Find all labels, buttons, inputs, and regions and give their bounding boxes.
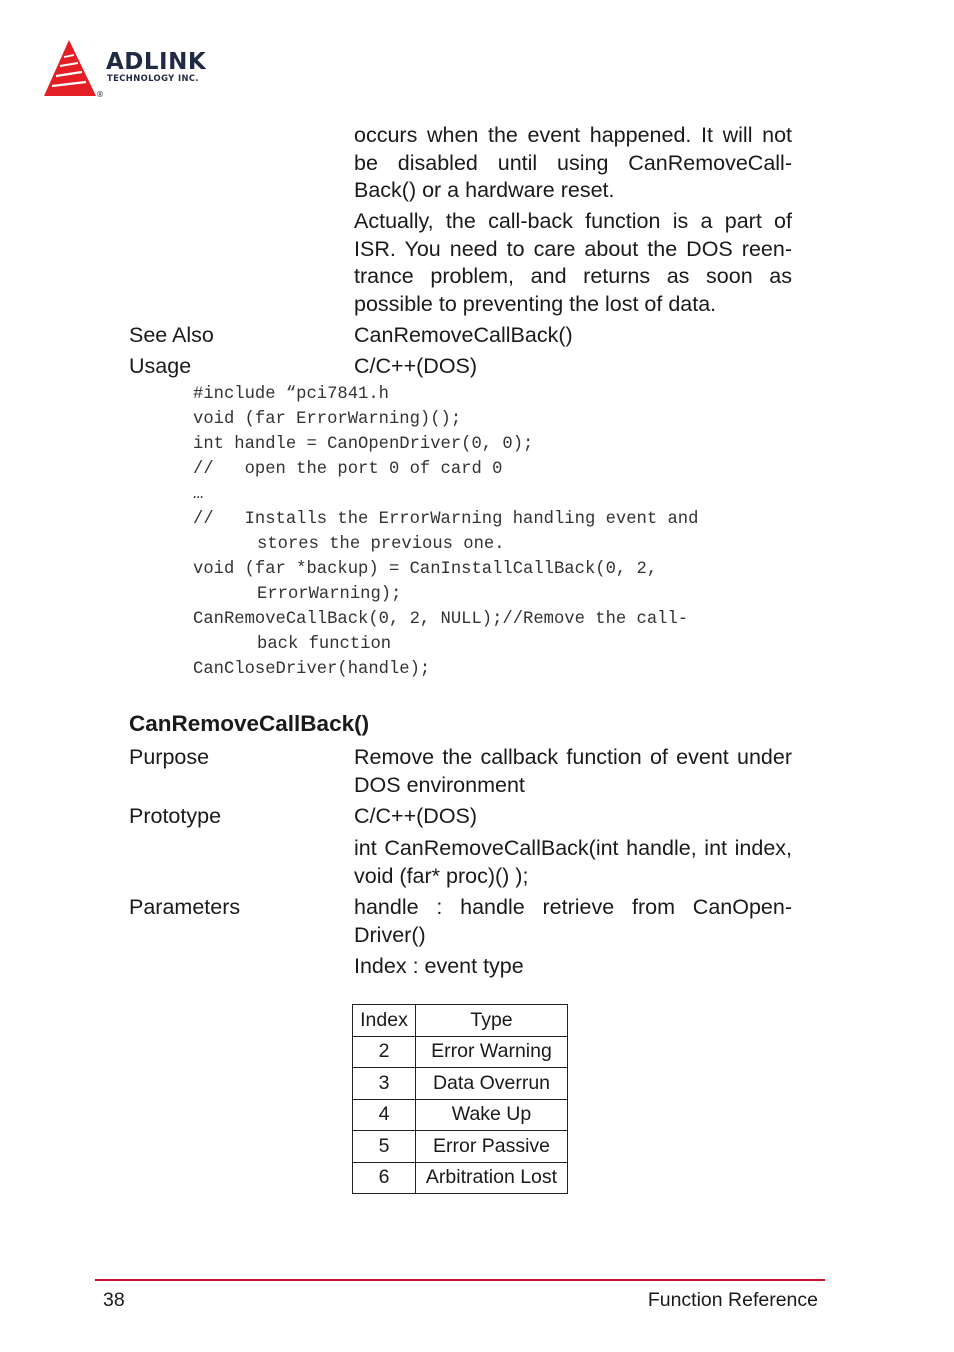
event-type-table: [352, 1004, 568, 1194]
section-title: CanRemoveCallBack(): [129, 711, 370, 736]
table-cell-index: 5: [353, 1131, 416, 1163]
table-cell-index: 6: [353, 1162, 416, 1194]
code-line: void (far ErrorWarning)();: [193, 410, 462, 429]
prototype-signature: int CanRemoveCallBack(int handle, int index, void (far* proc)() );: [354, 836, 792, 888]
description-paragraph-2: Actually, the call-back function is a part of ISR. You need to care about the DOS reen-trance problem, and returns as soon as possible to preventing the lost of data.: [354, 209, 792, 316]
table-cell-index: 3: [353, 1068, 416, 1100]
code-line: void (far *backup) = CanInstallCallBack(0, 2,: [193, 560, 658, 579]
table-row: [353, 1131, 568, 1163]
usage-label: Usage: [129, 354, 192, 378]
code-line: int handle = CanOpenDriver(0, 0);: [193, 435, 534, 454]
see-also-label: See Also: [129, 323, 214, 347]
code-line: // Installs the ErrorWarning handling event and: [193, 510, 699, 529]
company-logo: [42, 38, 242, 100]
code-line: // open the port 0 of card 0: [193, 460, 503, 479]
table-header-type: Type: [416, 1005, 568, 1037]
purpose-text: Remove the callback function of event under DOS environment: [354, 745, 792, 797]
table-row: [353, 1099, 568, 1131]
table-cell-type: Data Overrun: [416, 1068, 568, 1100]
adlink-triangle-icon: [42, 38, 102, 100]
prototype-language: C/C++(DOS): [354, 804, 478, 828]
code-line: #include “pci7841.h: [193, 385, 389, 404]
logo-subtitle: TECHNOLOGY INC.: [107, 73, 199, 83]
footer-section-name: Function Reference: [647, 1289, 818, 1311]
code-line: CanCloseDriver(handle);: [193, 660, 431, 679]
parameters-label: Parameters: [129, 895, 241, 919]
prototype-label: Prototype: [129, 804, 222, 828]
table-cell-index: 4: [353, 1099, 416, 1131]
table-row: [353, 1068, 568, 1100]
table-cell-type: Error Warning: [416, 1036, 568, 1068]
page-number: 38: [103, 1289, 125, 1311]
code-line: ErrorWarning);: [257, 585, 402, 604]
logo-registered-mark: ®: [96, 90, 104, 99]
description-paragraph-1: occurs when the event happened. It will not be disabled until using CanRemoveCall-Back() or a hardware reset.: [354, 123, 792, 202]
logo-name: ADLINK: [106, 49, 207, 75]
parameter-index: Index : event type: [354, 954, 524, 978]
purpose-label: Purpose: [129, 745, 210, 769]
table-cell-type: Error Passive: [416, 1131, 568, 1163]
table-header-index: Index: [353, 1005, 416, 1037]
code-line: back function: [257, 635, 392, 654]
table-header-row: [353, 1005, 568, 1037]
table-row: [353, 1162, 568, 1194]
code-sample: [193, 382, 698, 682]
table-cell-type: Arbitration Lost: [416, 1162, 568, 1194]
usage-value: C/C++(DOS): [354, 354, 478, 378]
table-row: [353, 1036, 568, 1068]
footer-rule: [95, 1279, 825, 1281]
code-line: stores the previous one.: [257, 535, 505, 554]
parameter-handle: handle : handle retrieve from CanOpen-Driver(): [354, 895, 792, 947]
table-cell-type: Wake Up: [416, 1099, 568, 1131]
code-line: …: [193, 485, 204, 504]
see-also-value: CanRemoveCallBack(): [354, 323, 573, 347]
code-line: CanRemoveCallBack(0, 2, NULL);//Remove the call-: [193, 610, 689, 629]
table-cell-index: 2: [353, 1036, 416, 1068]
